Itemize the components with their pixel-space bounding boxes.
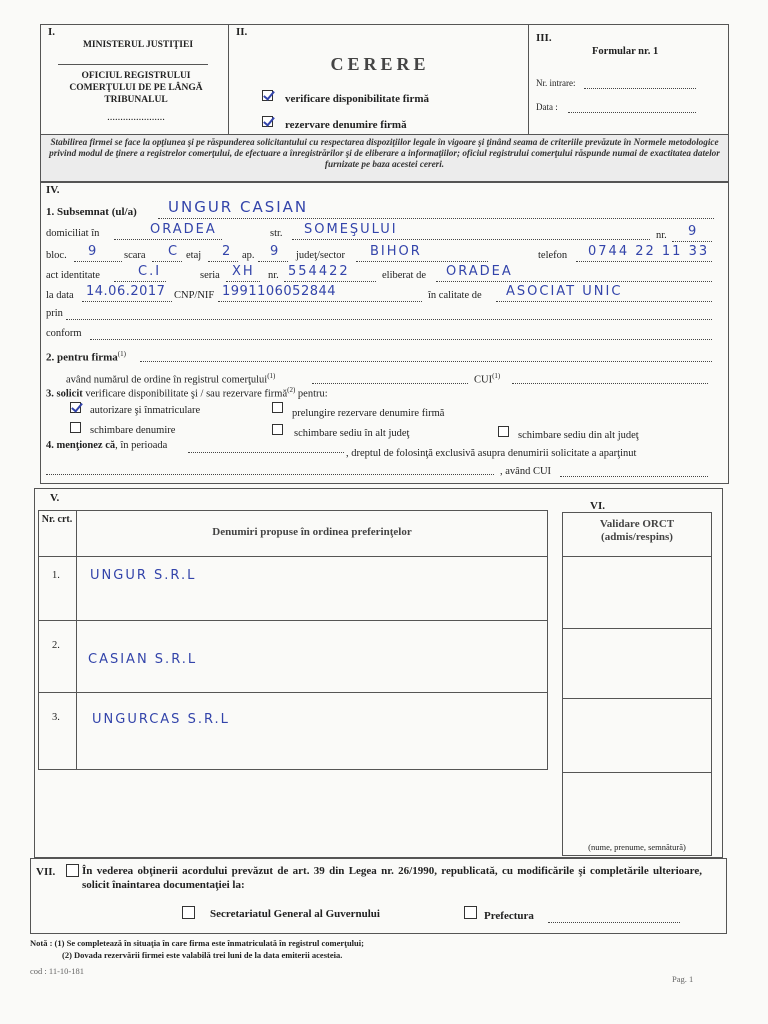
col-denumiri-header: Denumiri propuse în ordinea preferinţelor — [212, 526, 412, 538]
ministry-label: MINISTERUL JUSTIŢIEI — [82, 40, 194, 50]
checkbox-autorizare[interactable] — [70, 402, 81, 413]
mentionez-text: , în perioada — [115, 440, 168, 451]
names-table — [38, 510, 548, 770]
validation-header-line — [562, 556, 712, 557]
str-dots — [292, 239, 650, 240]
office-dots: ...................... — [107, 112, 165, 123]
section-v-roman: V. — [50, 492, 60, 504]
header-divider-1 — [228, 24, 229, 138]
validation-row2-line — [562, 698, 712, 699]
firma-label-text: 2. pentru firma — [46, 351, 118, 364]
act-dots — [114, 281, 166, 282]
prefectura-label: Prefectura — [484, 910, 534, 922]
prin-label: prin — [46, 308, 63, 319]
judet-value[interactable]: BIHOR — [370, 244, 422, 259]
la-data-value[interactable]: 14.06.2017 — [86, 284, 166, 299]
row3-nr: 3. — [52, 712, 60, 723]
data-field[interactable] — [568, 112, 696, 113]
nr-intrare-label: Nr. intrare: — [536, 78, 576, 88]
firma-label — [46, 350, 126, 364]
solicit-tail: pentru: — [297, 388, 328, 400]
validation-row3-line — [562, 772, 712, 773]
telefon-value[interactable]: 0744 22 11 33 — [588, 244, 710, 259]
eliberat-value[interactable]: ORADEA — [446, 264, 513, 279]
bloc-value[interactable]: 9 — [88, 244, 99, 259]
names-table-row1-line — [38, 620, 548, 621]
names-table-header-line — [38, 556, 548, 557]
form-code: cod : 11-10-181 — [30, 966, 84, 976]
mentionez-label — [46, 440, 167, 451]
eliberat-label: eliberat de — [382, 270, 427, 281]
autorizare-label: autorizare şi înmatriculare — [90, 405, 201, 416]
checkbox-verificare[interactable] — [262, 90, 273, 101]
schimbare-sediu-in-label: schimbare sediu în alt judeţ — [294, 428, 410, 439]
office-label: OFICIUL REGISTRULUI COMERŢULUI DE PE LÂNGĂ TRIBUNALUL — [69, 71, 203, 105]
nr2-value[interactable]: 554422 — [288, 264, 350, 279]
schimbare-sediu-din-label: schimbare sediu din alt judeţ — [518, 430, 639, 441]
telefon-dots — [576, 261, 712, 262]
validation-header: Validare ORCT (admis/respins) — [599, 518, 675, 543]
firma-sup: (1) — [117, 350, 126, 358]
telefon-label: telefon — [538, 250, 568, 261]
perioada-dots[interactable] — [188, 452, 344, 453]
scara-label: scara — [124, 250, 146, 261]
str-value[interactable]: SOMEŞULUI — [304, 222, 398, 237]
subsemnat-dots — [158, 218, 714, 219]
nr-dots — [672, 241, 712, 242]
formular-label: Formular nr. 1 — [592, 46, 659, 57]
aparţinut-dots[interactable] — [46, 474, 494, 475]
domiciliat-label: domiciliat în — [46, 228, 100, 239]
conform-label: conform — [46, 328, 82, 339]
checkbox-schimbare-sediu-in[interactable] — [272, 424, 283, 435]
ap-dots — [258, 261, 288, 262]
nr-intrare-field[interactable] — [584, 88, 696, 89]
str-label: str. — [270, 228, 283, 239]
checkbox-prelungire[interactable] — [272, 402, 283, 413]
avand-label-text: având numărul de ordine în registrul comerţului — [66, 374, 268, 386]
col-nr-header: Nr. crt. — [41, 514, 73, 525]
solicit-sup: (2) — [287, 386, 296, 394]
subsemnat-label: 1. Subsemnat (ul/a) — [46, 206, 137, 218]
row2-nr: 2. — [52, 640, 60, 651]
section-iv-roman: IV. — [46, 184, 60, 196]
seria-dots — [226, 281, 260, 282]
firma-dots[interactable] — [140, 361, 712, 362]
seria-label: seria — [200, 270, 220, 281]
checkbox-schimbare-denumire[interactable] — [70, 422, 81, 433]
names-table-col-divider — [76, 510, 77, 770]
scara-dots — [152, 261, 182, 262]
nota-2: (2) Dovada rezervării firmei este valabilă trei luni de la data emiterii acesteia. — [62, 950, 343, 960]
solicit-label-bold: 3. solicit — [46, 388, 83, 400]
la-data-dots — [82, 301, 172, 302]
option-verificare-label: verificare disponibilitate firmă — [285, 93, 429, 105]
nr-label: nr. — [656, 230, 667, 241]
cui-sup: (1) — [492, 372, 501, 380]
eliberat-dots — [436, 281, 712, 282]
ministry-underline — [58, 64, 208, 65]
domiciliat-dots — [114, 239, 222, 240]
etaj-label: etaj — [186, 250, 202, 261]
validation-row1-line — [562, 628, 712, 629]
cnp-value[interactable]: 1991106052844 — [222, 284, 337, 299]
validation-footer: (nume, prenume, semnătură) — [588, 842, 686, 852]
checkbox-prefectura[interactable] — [464, 906, 477, 919]
section-i-roman: I. — [48, 26, 56, 38]
judet-dots — [356, 261, 488, 262]
row1-nr: 1. — [52, 570, 60, 581]
calitate-value[interactable]: ASOCIAT UNIC — [506, 284, 623, 299]
bloc-label: bloc. — [46, 250, 67, 261]
names-table-row2-line — [38, 692, 548, 693]
cui-dots[interactable] — [512, 383, 708, 384]
conform-dots[interactable] — [90, 339, 712, 340]
data-label: Data : — [536, 102, 558, 112]
nr-value[interactable]: 9 — [688, 224, 699, 239]
checkbox-rezervare[interactable] — [262, 116, 273, 127]
domiciliat-value[interactable]: ORADEA — [150, 222, 217, 237]
section-vi-roman: VI. — [590, 500, 605, 512]
scara-value[interactable]: C — [168, 244, 180, 259]
checkbox-secretariat[interactable] — [182, 906, 195, 919]
ap-label: ap. — [242, 250, 255, 261]
row1-name[interactable]: UNGUR S.R.L — [90, 568, 197, 583]
option-rezervare-label: rezervare denumire firmă — [285, 119, 407, 131]
section-ii-roman: II. — [236, 26, 248, 38]
act-value[interactable]: C.I — [138, 264, 162, 279]
avand-sup: (1) — [267, 372, 276, 380]
section-vii-roman: VII. — [36, 866, 56, 878]
checkbox-acord[interactable] — [66, 864, 79, 877]
avand-cui-dots[interactable] — [560, 476, 708, 477]
dreptul-text: , dreptul de folosinţă exclusivă asupra denumirii solicitate a aparţinut — [346, 448, 637, 459]
cui-label-text: CUI — [474, 374, 493, 386]
solicit-text: verificare disponibilitate şi / sau rezervare firmă — [85, 388, 288, 400]
act-label: act identitate — [46, 270, 100, 281]
cnp-dots — [218, 301, 422, 302]
checkbox-schimbare-sediu-din[interactable] — [498, 426, 509, 437]
notice-box — [40, 134, 729, 182]
validation-table — [562, 512, 712, 856]
notice-text: Stabilirea firmei se face la opţiunea şi pe răspunderea solicitantului cu respectarea dispoziţiilor legale în vigoare şi ţinând seama de criteriile prevăzute în Normele metodologice privind modul de ţinere a registrelor comerţului, de efectuare a înregistrărilor şi de eliberare a informaţiilor; oficiul registrului comerţului răspunde numai de exactitatea datelor furnizate pe baza acestei cereri. — [49, 137, 720, 169]
cui-label — [474, 372, 500, 386]
row3-name[interactable]: UNGURCAS S.R.L — [92, 712, 230, 727]
avand-dots[interactable] — [312, 383, 468, 384]
section-vii-text: În vederea obţinerii acordului prevăzut de art. 39 din Legea nr. 26/1990, republicată, cu modificările şi completările ulterioare, solicit înaintarea documentaţiei la: — [82, 865, 702, 891]
prin-dots[interactable] — [66, 319, 712, 320]
nr2-label: nr. — [268, 270, 279, 281]
la-data-label: la data — [46, 290, 74, 301]
nr2-dots — [284, 281, 376, 282]
etaj-dots — [208, 261, 238, 262]
cnp-label: CNP/NIF — [174, 290, 215, 301]
avand-cui-text: , având CUI — [500, 466, 552, 477]
schimbare-denumire-label: schimbare denumire — [90, 425, 176, 436]
solicit-label — [46, 386, 328, 400]
page-number: Pag. 1 — [672, 974, 694, 984]
bloc-dots — [74, 261, 122, 262]
calitate-dots — [496, 301, 712, 302]
form-title: CERERE — [330, 54, 430, 74]
row2-name[interactable]: CASIAN S.R.L — [88, 652, 198, 667]
judet-label: judeţ/sector — [296, 250, 345, 261]
etaj-value[interactable]: 2 — [222, 244, 233, 259]
seria-value[interactable]: XH — [232, 264, 255, 279]
section-iii-roman: III. — [536, 32, 552, 44]
prefectura-dots[interactable] — [548, 922, 680, 923]
nota-1: Notă : (1) Se completează în situaţia în care firma este înmatriculată în registrul comerţului; — [30, 938, 364, 948]
header-divider-2 — [528, 24, 529, 138]
subsemnat-value[interactable]: UNGUR CASIAN — [168, 198, 309, 216]
mentionez-bold: 4. menţionez că — [46, 440, 116, 451]
secretariat-label: Secretariatul General al Guvernului — [210, 908, 380, 920]
calitate-label: în calitate de — [428, 290, 482, 301]
avand-label — [66, 372, 275, 386]
ap-value[interactable]: 9 — [270, 244, 281, 259]
prelungire-label: prelungire rezervare denumire firmă — [292, 408, 445, 419]
